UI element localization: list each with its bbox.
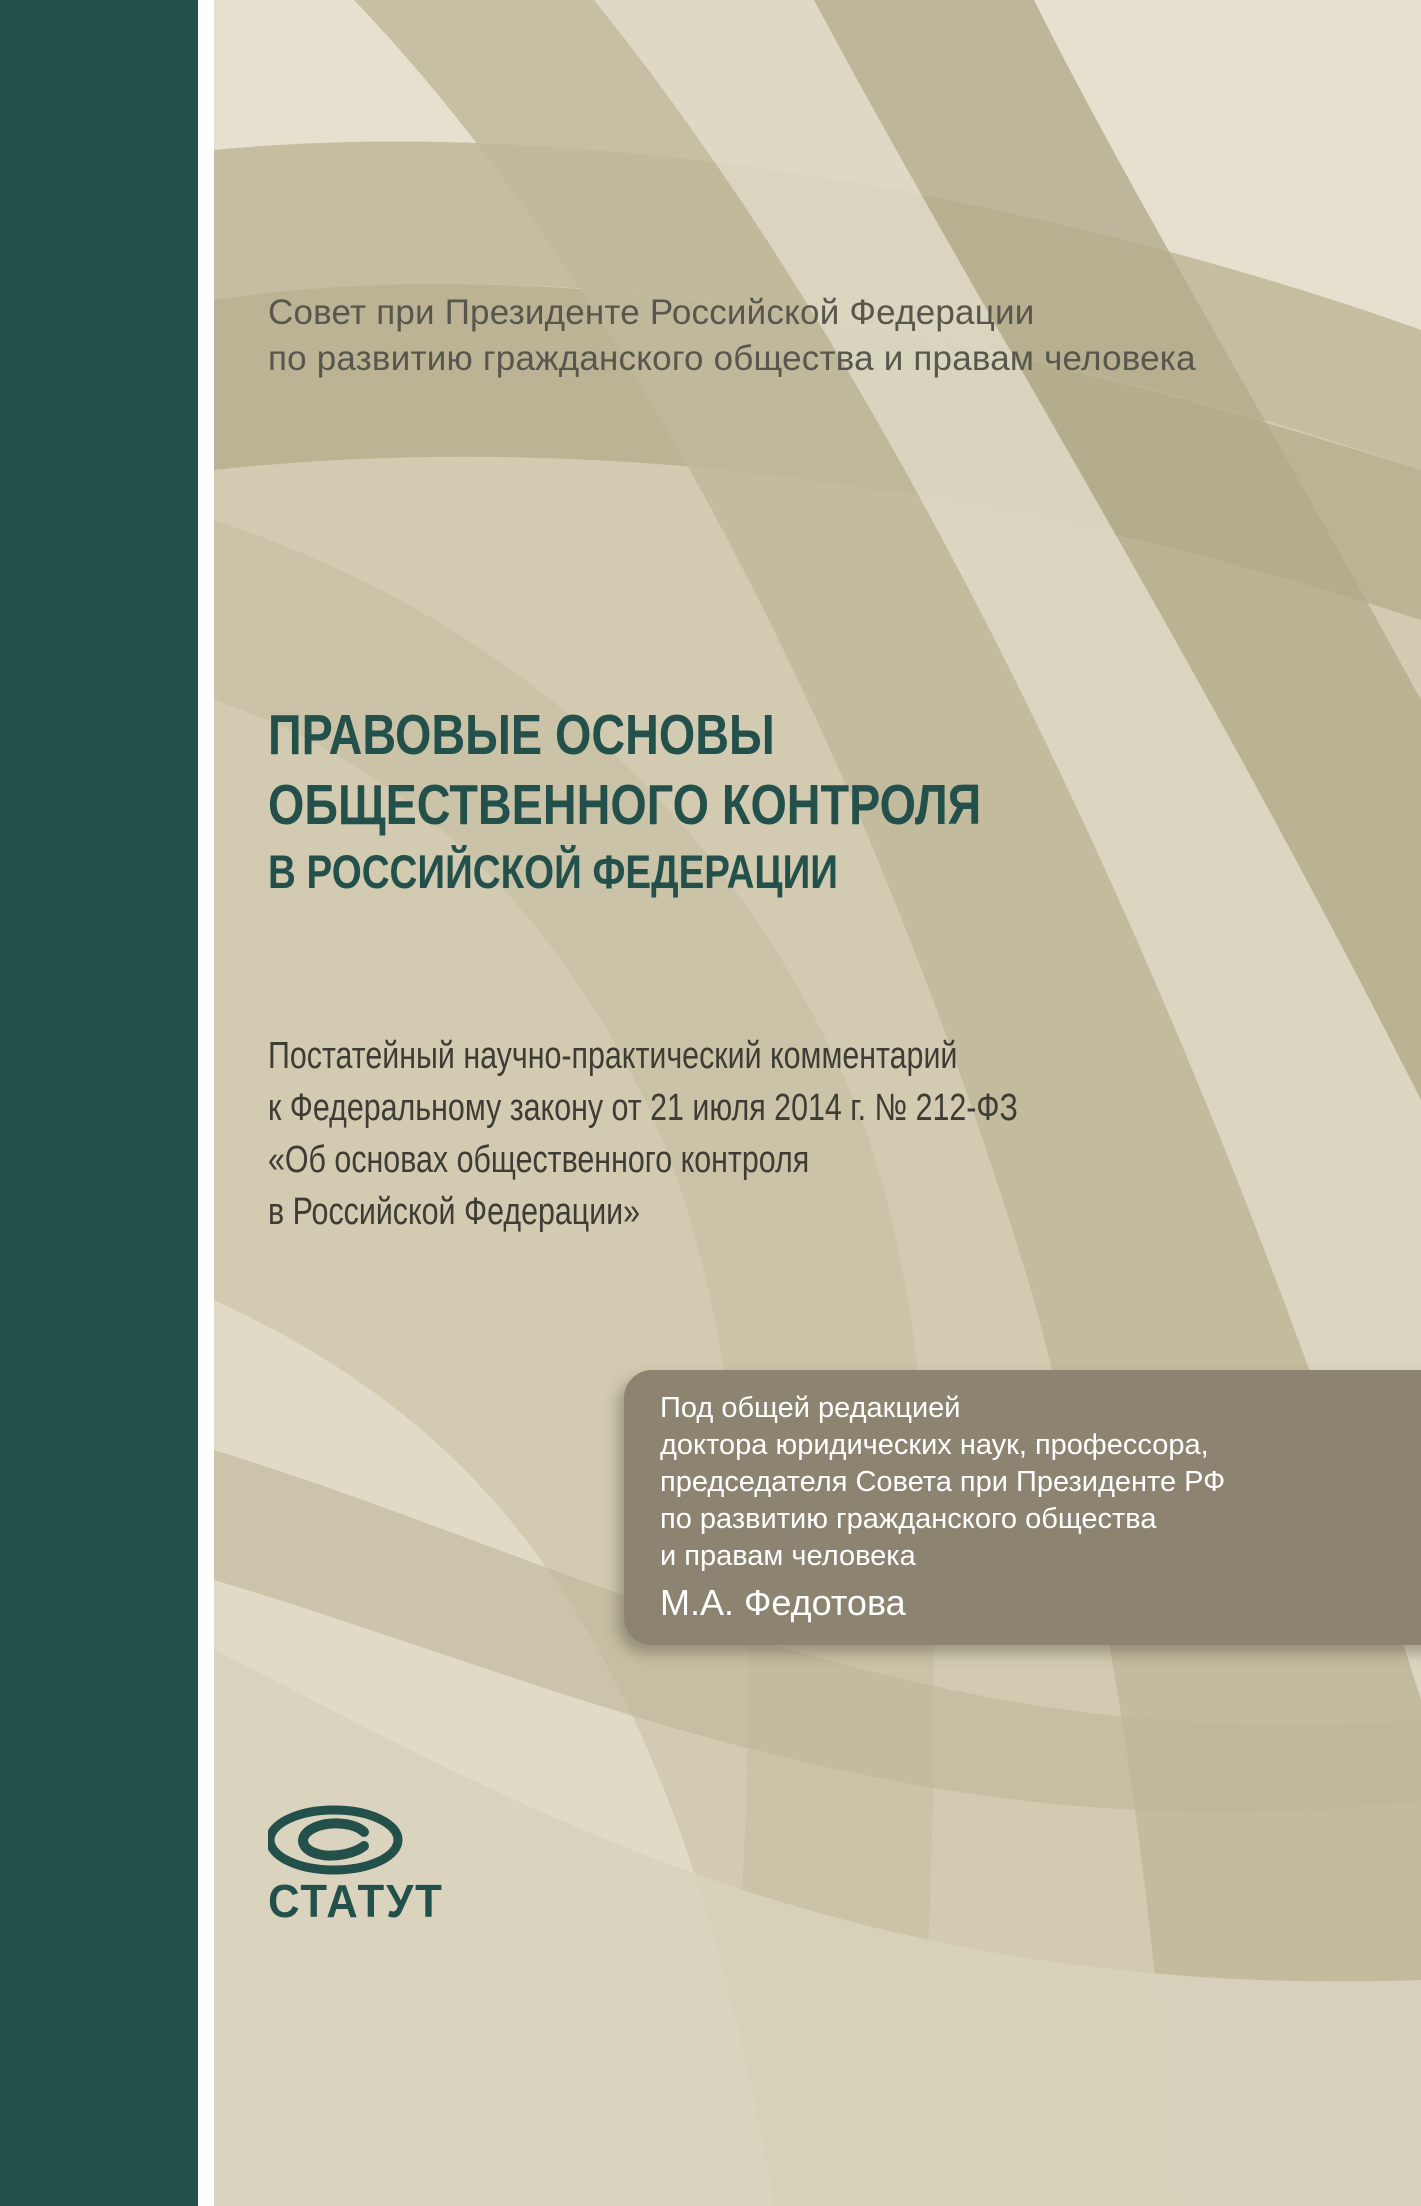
council-heading <box>268 290 1388 382</box>
title-line-1: ПРАВОВЫЕ ОСНОВЫ <box>268 703 775 767</box>
editor-credits <box>660 1390 1400 1627</box>
spine-band <box>0 0 198 2206</box>
subtitle-line-2: к Федеральному закону от 21 июля 2014 г. № 212-ФЗ <box>268 1087 1018 1129</box>
editor-name: М.А. Федотова <box>660 1582 906 1623</box>
editor-line-4: по развитию гражданского общества <box>660 1503 1157 1535</box>
title-line-3: В РОССИЙСКОЙ ФЕДЕРАЦИИ <box>268 845 838 898</box>
publisher-name: СТАТУТ <box>268 1875 444 1927</box>
council-line-2: по развитию гражданского общества и правам человека <box>268 339 1196 378</box>
subtitle-line-1: Постатейный научно-практический комментарий <box>268 1035 958 1077</box>
editor-line-1: Под общей редакцией <box>660 1392 961 1424</box>
spine-divider <box>198 0 214 2206</box>
editor-line-3: председателя Совета при Президенте РФ <box>660 1466 1226 1498</box>
council-line-1: Совет при Президенте Российской Федерации <box>268 293 1035 332</box>
subtitle-line-3: «Об основах общественного контроля <box>268 1139 810 1181</box>
subtitle-line-4: в Российской Федерации» <box>268 1191 641 1233</box>
editor-line-5: и правам человека <box>660 1540 916 1572</box>
book-title <box>268 700 1368 904</box>
title-line-2: ОБЩЕСТВЕННОГО КОНТРОЛЯ <box>268 773 982 837</box>
book-subtitle <box>268 1030 1388 1238</box>
editor-line-2: доктора юридических наук, профессора, <box>660 1429 1209 1461</box>
